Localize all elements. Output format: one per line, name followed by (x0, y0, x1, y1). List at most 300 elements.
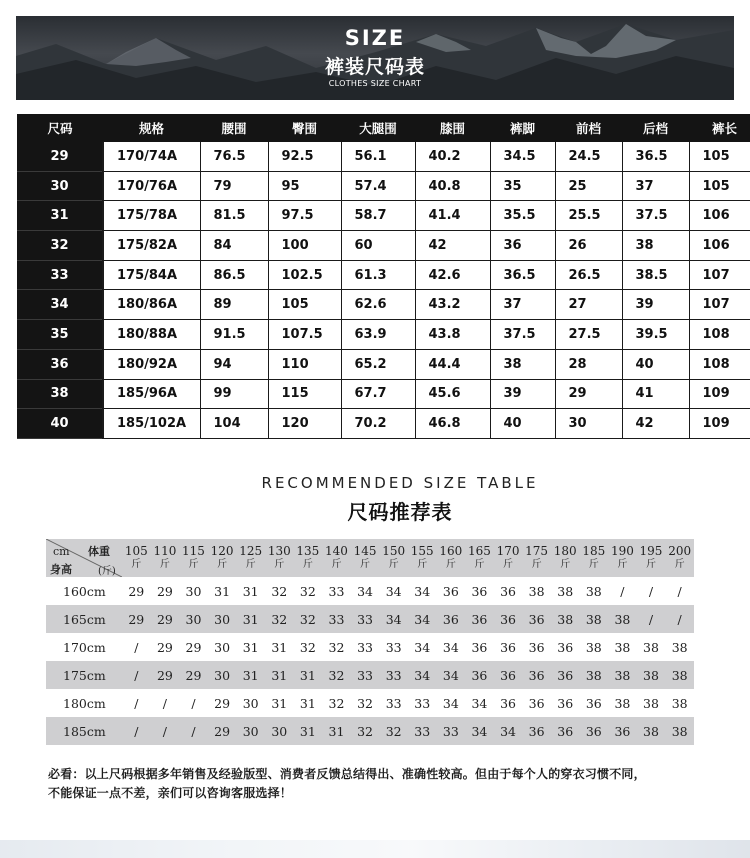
size-value-cell: 43.8 (415, 320, 490, 350)
size-value-cell: 180/88A (103, 320, 200, 350)
size-value-cell: 104 (200, 409, 268, 439)
recommend-size-cell: 38 (551, 577, 580, 605)
recommend-size-cell: 36 (437, 577, 466, 605)
size-col-header: 膝围 (415, 114, 490, 142)
weight-col-header (465, 539, 494, 577)
size-value-cell: 34.5 (490, 142, 555, 171)
size-value-cell: 105 (689, 171, 750, 201)
size-value-cell: 36 (490, 231, 555, 261)
weight-unit: 斤 (474, 559, 485, 570)
size-value-cell: 37 (490, 290, 555, 320)
recommend-size-cell: 34 (379, 577, 408, 605)
corner-cm: cm (53, 545, 70, 558)
recommend-size-cell: / (179, 689, 208, 717)
recommend-size-cell: 36 (494, 605, 523, 633)
size-value-cell: 180/86A (103, 290, 200, 320)
recommend-size-cell: 32 (379, 717, 408, 745)
weight-unit: 斤 (360, 559, 371, 570)
size-value-cell: 39 (622, 290, 689, 320)
weight-col-header (236, 539, 265, 577)
recommend-size-cell: 34 (408, 661, 437, 689)
size-row (17, 349, 750, 379)
recommend-size-cell: 34 (437, 689, 466, 717)
weight-unit: 斤 (617, 559, 628, 570)
weight-unit: 斤 (417, 559, 428, 570)
recommend-size-cell: 33 (408, 717, 437, 745)
recommend-table-header (46, 539, 694, 577)
weight-col-header (151, 539, 180, 577)
weight-unit: 斤 (503, 559, 514, 570)
size-value-cell: 79 (200, 171, 268, 201)
size-value-cell: 70.2 (341, 409, 415, 439)
size-value-cell: 109 (689, 409, 750, 439)
size-col-header: 后档 (622, 114, 689, 142)
size-code-cell: 34 (17, 290, 103, 320)
recommend-size-cell: 30 (236, 689, 265, 717)
weight-unit: 斤 (445, 559, 456, 570)
recommend-size-cell: 38 (551, 605, 580, 633)
size-code-cell: 36 (17, 349, 103, 379)
recommend-size-cell: 31 (322, 717, 351, 745)
recommend-size-cell: 38 (608, 605, 637, 633)
size-value-cell: 110 (268, 349, 341, 379)
size-row (17, 260, 750, 290)
size-value-cell: 40 (622, 349, 689, 379)
size-value-cell: 92.5 (268, 142, 341, 171)
size-col-header: 臀围 (268, 114, 341, 142)
recommend-size-cell: 36 (494, 661, 523, 689)
size-value-cell: 26 (555, 231, 622, 261)
recommend-size-cell: 36 (437, 605, 466, 633)
size-value-cell: 76.5 (200, 142, 268, 171)
size-value-cell: 39 (490, 379, 555, 409)
recommend-size-cell: 38 (665, 717, 694, 745)
weight-col-header (437, 539, 466, 577)
recommend-size-cell: 31 (294, 717, 323, 745)
recommend-size-cell: 36 (522, 689, 551, 717)
weight-value: 145 (353, 544, 377, 558)
size-value-cell: 41 (622, 379, 689, 409)
weight-col-header (322, 539, 351, 577)
size-value-cell: 42.6 (415, 260, 490, 290)
recommend-size-cell: 38 (637, 689, 666, 717)
size-value-cell: 105 (268, 290, 341, 320)
size-value-cell: 40.2 (415, 142, 490, 171)
size-value-cell: 46.8 (415, 409, 490, 439)
recommend-size-cell: 36 (551, 661, 580, 689)
weight-col-header (208, 539, 237, 577)
recommend-size-cell: / (122, 661, 151, 689)
size-value-cell: 38 (490, 349, 555, 379)
recommend-size-cell: 30 (208, 633, 237, 661)
recommend-size-cell: / (665, 605, 694, 633)
size-value-cell: 105 (689, 142, 750, 171)
size-col-header: 裤长 (689, 114, 750, 142)
size-value-cell: 25.5 (555, 201, 622, 231)
recommend-size-cell: 34 (379, 605, 408, 633)
size-value-cell: 37 (622, 171, 689, 201)
size-col-header: 前档 (555, 114, 622, 142)
weight-col-header (294, 539, 323, 577)
recommend-size-cell: 36 (465, 605, 494, 633)
size-row (17, 379, 750, 409)
weight-value: 180 (553, 544, 577, 558)
weight-value: 140 (325, 544, 348, 558)
recommend-size-cell: 29 (208, 717, 237, 745)
recommend-size-cell: 33 (379, 661, 408, 689)
size-value-cell: 97.5 (268, 201, 341, 231)
size-value-cell: 120 (268, 409, 341, 439)
recommend-size-cell: 36 (551, 633, 580, 661)
weight-unit: 斤 (159, 559, 170, 570)
size-value-cell: 107.5 (268, 320, 341, 350)
size-row (17, 142, 750, 171)
recommend-size-cell: 38 (665, 661, 694, 689)
size-value-cell: 41.4 (415, 201, 490, 231)
weight-value: 155 (410, 544, 434, 558)
size-row (17, 201, 750, 231)
size-value-cell: 84 (200, 231, 268, 261)
recommend-size-cell: / (122, 717, 151, 745)
size-value-cell: 42 (415, 231, 490, 261)
recommend-size-cell: 32 (294, 633, 323, 661)
recommend-row (46, 577, 694, 605)
recommend-size-cell: 33 (408, 689, 437, 717)
recommend-title-cn: 尺码推荐表 (347, 500, 453, 524)
corner-weight: 体重 (88, 545, 110, 558)
size-col-header: 腰围 (200, 114, 268, 142)
recommend-size-cell: 32 (322, 689, 351, 717)
size-value-cell: 109 (689, 379, 750, 409)
recommend-size-cell: 36 (522, 605, 551, 633)
size-value-cell: 35 (490, 171, 555, 201)
recommend-size-cell: 33 (437, 717, 466, 745)
recommend-size-cell: 32 (294, 577, 323, 605)
recommend-size-cell: 34 (408, 605, 437, 633)
size-value-cell: 175/84A (103, 260, 200, 290)
size-value-cell: 108 (689, 320, 750, 350)
size-value-cell: 36.5 (622, 142, 689, 171)
corner-cell (46, 539, 122, 577)
notice-line-1: 必看：以上尺码根据多年销售及经验版型、消费者反馈总结得出、准确性较高。但由于每个人的穿衣习惯不同， (48, 767, 646, 781)
recommend-size-cell: 33 (379, 689, 408, 717)
size-value-cell: 29 (555, 379, 622, 409)
weight-col-header (551, 539, 580, 577)
recommend-size-cell: / (122, 689, 151, 717)
weight-unit: 斤 (388, 559, 399, 570)
size-value-cell: 100 (268, 231, 341, 261)
size-value-cell: 94 (200, 349, 268, 379)
recommend-size-cell: 34 (465, 717, 494, 745)
recommend-size-cell: 34 (494, 717, 523, 745)
size-value-cell: 61.3 (341, 260, 415, 290)
size-value-cell: 108 (689, 349, 750, 379)
size-value-cell: 102.5 (268, 260, 341, 290)
recommend-size-cell: 31 (294, 689, 323, 717)
recommend-size-cell: 38 (522, 577, 551, 605)
weight-value: 195 (639, 544, 663, 558)
size-value-cell: 30 (555, 409, 622, 439)
recommend-size-cell: 38 (637, 717, 666, 745)
size-row (17, 320, 750, 350)
size-value-cell: 91.5 (200, 320, 268, 350)
size-value-cell: 28 (555, 349, 622, 379)
size-value-cell: 99 (200, 379, 268, 409)
weight-value: 130 (267, 544, 291, 558)
recommend-size-cell: 36 (522, 717, 551, 745)
size-row (17, 171, 750, 201)
size-value-cell: 170/74A (103, 142, 200, 171)
recommend-title-en: RECOMMENDED SIZE TABLE (261, 474, 539, 492)
size-col-header: 尺码 (17, 114, 103, 142)
weight-col-header (179, 539, 208, 577)
recommend-size-cell: 36 (465, 633, 494, 661)
size-value-cell: 36.5 (490, 260, 555, 290)
recommend-size-cell: 32 (322, 633, 351, 661)
recommend-size-cell: 32 (294, 605, 323, 633)
notice-line-2: 不能保证一点不差，亲们可以咨询客服选择！ (48, 786, 293, 800)
size-value-cell: 106 (689, 201, 750, 231)
recommend-size-cell: 34 (465, 689, 494, 717)
size-value-cell: 37.5 (490, 320, 555, 350)
weight-col-header (580, 539, 609, 577)
recommend-table (46, 539, 694, 745)
size-value-cell: 175/82A (103, 231, 200, 261)
size-row (17, 231, 750, 261)
size-value-cell: 185/96A (103, 379, 200, 409)
weight-unit: 斤 (188, 559, 199, 570)
recommend-size-cell: 38 (580, 633, 609, 661)
size-value-cell: 35.5 (490, 201, 555, 231)
weight-unit: 斤 (645, 559, 656, 570)
weight-unit: 斤 (331, 559, 342, 570)
recommend-row (46, 717, 694, 745)
recommend-size-cell: 29 (151, 577, 180, 605)
size-value-cell: 185/102A (103, 409, 200, 439)
banner-subtitle: CLOTHES SIZE CHART (328, 79, 422, 88)
recommend-size-cell: 38 (580, 577, 609, 605)
recommend-size-cell: 29 (179, 633, 208, 661)
size-value-cell: 58.7 (341, 201, 415, 231)
recommend-size-cell: 29 (122, 577, 151, 605)
size-value-cell: 115 (268, 379, 341, 409)
recommend-size-cell: 31 (265, 689, 294, 717)
weight-value: 165 (467, 544, 491, 558)
weight-unit: 斤 (302, 559, 313, 570)
size-col-header: 规格 (103, 114, 200, 142)
recommend-size-cell: 38 (608, 689, 637, 717)
recommend-row (46, 661, 694, 689)
recommend-size-cell: 38 (580, 605, 609, 633)
weight-unit: 斤 (274, 559, 285, 570)
height-label: 185cm (46, 717, 122, 745)
size-value-cell: 42 (622, 409, 689, 439)
recommend-size-cell: 36 (494, 689, 523, 717)
recommend-size-cell: / (122, 633, 151, 661)
size-value-cell: 43.2 (415, 290, 490, 320)
recommend-row (46, 605, 694, 633)
size-row (17, 290, 750, 320)
size-value-cell: 170/76A (103, 171, 200, 201)
recommend-size-cell: 30 (236, 717, 265, 745)
weight-value: 160 (439, 544, 463, 558)
size-code-cell: 32 (17, 231, 103, 261)
size-value-cell: 81.5 (200, 201, 268, 231)
weight-value: 110 (153, 544, 177, 558)
recommend-size-cell: / (637, 577, 666, 605)
size-value-cell: 38 (622, 231, 689, 261)
size-code-cell: 33 (17, 260, 103, 290)
weight-value: 115 (182, 544, 205, 558)
size-value-cell: 44.4 (415, 349, 490, 379)
recommend-size-cell: 34 (408, 633, 437, 661)
recommend-size-cell: 31 (236, 577, 265, 605)
size-value-cell: 45.6 (415, 379, 490, 409)
notice-text (48, 765, 738, 803)
weight-col-header (408, 539, 437, 577)
recommend-size-cell: 34 (351, 577, 380, 605)
size-col-header: 大腿围 (341, 114, 415, 142)
weight-unit: 斤 (245, 559, 256, 570)
weight-unit: 斤 (131, 559, 142, 570)
recommend-size-cell: 30 (208, 661, 237, 689)
size-code-cell: 40 (17, 409, 103, 439)
recommend-size-cell: 29 (179, 661, 208, 689)
weight-value: 170 (496, 544, 520, 558)
weight-value: 175 (525, 544, 549, 558)
size-value-cell: 63.9 (341, 320, 415, 350)
weight-col-header (637, 539, 666, 577)
recommend-row (46, 633, 694, 661)
weight-col-header (122, 539, 151, 577)
weight-unit: 斤 (560, 559, 571, 570)
banner-title-cn: 裤装尺码表 (324, 56, 425, 78)
recommend-size-cell: 38 (665, 689, 694, 717)
weight-value: 200 (668, 544, 692, 558)
size-value-cell: 95 (268, 171, 341, 201)
recommend-size-cell: / (151, 689, 180, 717)
size-value-cell: 89 (200, 290, 268, 320)
size-code-cell: 35 (17, 320, 103, 350)
weight-value: 120 (210, 544, 234, 558)
recommend-size-cell: 38 (608, 661, 637, 689)
size-value-cell: 40.8 (415, 171, 490, 201)
recommend-size-cell: 29 (122, 605, 151, 633)
size-value-cell: 26.5 (555, 260, 622, 290)
recommend-size-cell: 36 (522, 633, 551, 661)
recommend-size-cell: 30 (208, 605, 237, 633)
size-code-cell: 29 (17, 142, 103, 171)
recommend-size-cell: 29 (151, 661, 180, 689)
size-value-cell: 25 (555, 171, 622, 201)
size-code-cell: 38 (17, 379, 103, 409)
recommend-size-cell: 32 (322, 661, 351, 689)
recommend-size-cell: 34 (437, 661, 466, 689)
recommend-size-cell: 30 (179, 605, 208, 633)
recommend-size-cell: 36 (551, 689, 580, 717)
size-value-cell: 37.5 (622, 201, 689, 231)
recommend-size-cell: 36 (465, 661, 494, 689)
recommend-size-cell: 33 (351, 633, 380, 661)
size-value-cell: 65.2 (341, 349, 415, 379)
recommend-size-cell: / (608, 577, 637, 605)
size-value-cell: 60 (341, 231, 415, 261)
size-value-cell: 39.5 (622, 320, 689, 350)
recommend-size-cell: 30 (265, 717, 294, 745)
recommend-size-cell: 33 (322, 605, 351, 633)
corner-height: 身高 (50, 563, 72, 576)
size-table-header (17, 114, 750, 142)
corner-jin: (斤) (98, 566, 116, 577)
recommend-size-cell: 32 (265, 577, 294, 605)
size-value-cell: 40 (490, 409, 555, 439)
size-value-cell: 175/78A (103, 201, 200, 231)
recommend-size-cell: 32 (265, 605, 294, 633)
recommend-size-cell: 38 (608, 633, 637, 661)
height-label: 160cm (46, 577, 122, 605)
size-value-cell: 106 (689, 231, 750, 261)
size-value-cell: 62.6 (341, 290, 415, 320)
size-value-cell: 107 (689, 290, 750, 320)
recommend-size-cell: 36 (580, 689, 609, 717)
recommend-size-cell: 38 (580, 661, 609, 689)
recommend-size-cell: 31 (236, 633, 265, 661)
size-row (17, 409, 750, 439)
recommend-size-cell: 29 (151, 605, 180, 633)
weight-unit: 斤 (217, 559, 228, 570)
size-code-cell: 31 (17, 201, 103, 231)
size-value-cell: 56.1 (341, 142, 415, 171)
size-value-cell: 57.4 (341, 171, 415, 201)
recommend-size-cell: 32 (351, 717, 380, 745)
size-value-cell: 180/92A (103, 349, 200, 379)
size-table (17, 114, 750, 439)
recommend-size-cell: 33 (379, 633, 408, 661)
recommend-size-cell: 36 (522, 661, 551, 689)
weight-unit: 斤 (674, 559, 685, 570)
recommend-size-cell: 31 (265, 633, 294, 661)
weight-col-header (665, 539, 694, 577)
recommend-size-cell: 36 (608, 717, 637, 745)
recommend-size-cell: 33 (351, 605, 380, 633)
size-value-cell: 86.5 (200, 260, 268, 290)
size-col-header: 裤脚 (490, 114, 555, 142)
recommend-size-cell: 30 (179, 577, 208, 605)
height-label: 175cm (46, 661, 122, 689)
height-label: 180cm (46, 689, 122, 717)
weight-unit: 斤 (588, 559, 599, 570)
recommend-size-cell: / (151, 717, 180, 745)
recommend-size-cell: 36 (494, 577, 523, 605)
weight-value: 105 (124, 544, 148, 558)
size-value-cell: 27.5 (555, 320, 622, 350)
weight-col-header (608, 539, 637, 577)
recommend-size-cell: 36 (494, 633, 523, 661)
size-value-cell: 107 (689, 260, 750, 290)
recommend-size-cell: 38 (637, 661, 666, 689)
recommend-size-cell: / (665, 577, 694, 605)
recommend-size-cell: 31 (265, 661, 294, 689)
footer-decor-strip (0, 840, 750, 858)
recommend-size-cell: 36 (465, 577, 494, 605)
weight-value: 185 (582, 544, 606, 558)
weight-col-header (522, 539, 551, 577)
size-code-cell: 30 (17, 171, 103, 201)
recommend-size-cell: 29 (208, 689, 237, 717)
recommend-size-cell: 34 (437, 633, 466, 661)
size-value-cell: 24.5 (555, 142, 622, 171)
weight-col-header (379, 539, 408, 577)
